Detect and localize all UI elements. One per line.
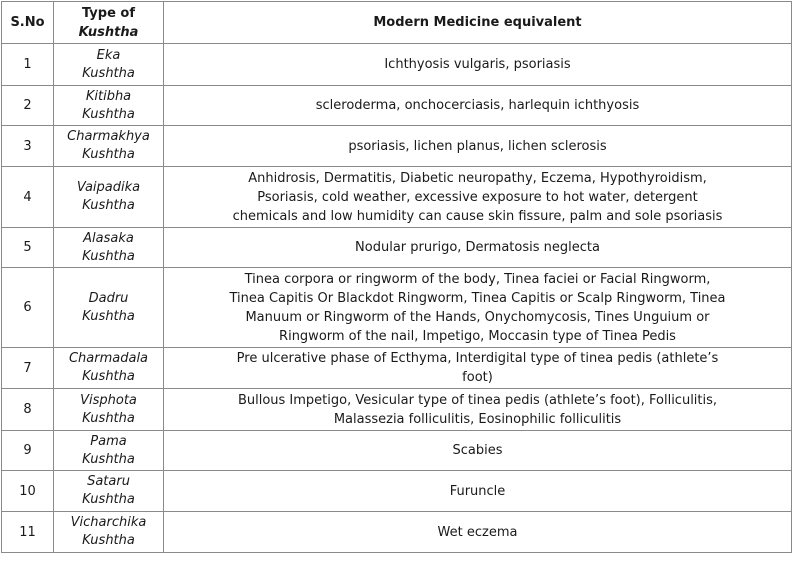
row-type-name: Charmakhya <box>67 129 150 144</box>
table-body <box>2 44 792 553</box>
row-type <box>54 44 164 86</box>
kushtha-table-container <box>1 1 791 553</box>
row-sno: 11 <box>2 512 54 553</box>
row-sno: 1 <box>2 44 54 86</box>
row-equivalent-line: Ringworm of the nail, Impetigo, Moccasin type of Tinea Pedis <box>279 328 676 344</box>
row-type-name: Sataru <box>87 474 130 489</box>
row-equivalent <box>164 228 792 268</box>
row-type <box>54 228 164 268</box>
row-type <box>54 471 164 512</box>
row-sno: 2 <box>2 86 54 126</box>
row-type-name: Visphota <box>80 392 137 408</box>
row-equivalent-line: Scabies <box>452 443 503 458</box>
row-type <box>54 268 164 348</box>
row-equivalent-line: Tinea corpora or ringworm of the body, Tinea faciei or Facial Ringworm, <box>244 271 711 287</box>
row-equivalent <box>164 512 792 553</box>
row-sno: 5 <box>2 228 54 268</box>
row-equivalent <box>164 348 792 389</box>
row-type-suffix: Kushtha <box>82 492 135 507</box>
row-equivalent <box>164 167 792 228</box>
row-type <box>54 126 164 167</box>
row-equivalent-line: foot) <box>462 370 493 385</box>
row-equivalent-line: Ichthyosis vulgaris, psoriasis <box>384 57 571 72</box>
row-type-suffix: Kushtha <box>82 451 135 467</box>
row-type-suffix: Kushtha <box>82 308 135 324</box>
row-type-name: Vaipadika <box>76 180 141 195</box>
row-type-name: Vicharchika <box>70 515 147 530</box>
row-type <box>54 86 164 126</box>
kushtha-table <box>1 1 792 553</box>
row-equivalent <box>164 126 792 167</box>
table-row <box>2 512 792 553</box>
row-equivalent <box>164 471 792 512</box>
row-equivalent-line: Furuncle <box>449 483 506 499</box>
row-type <box>54 348 164 389</box>
row-equivalent-line: Tinea Capitis Or Blackdot Ringworm, Tinea Capitis or Scalp Ringworm, Tinea <box>229 290 726 306</box>
row-sno: 10 <box>2 471 54 512</box>
row-equivalent <box>164 389 792 431</box>
row-equivalent-line: Pre ulcerative phase of Ecthyma, Interdigital type of tinea pedis (athlete’s <box>236 351 719 366</box>
row-equivalent-line: Bullous Impetigo, Vesicular type of tinea pedis (athlete’s foot), Folliculitis, <box>237 392 718 408</box>
header-equivalent: Modern Medicine equivalent <box>164 2 792 44</box>
row-type-name: Eka <box>96 47 121 63</box>
row-type-suffix: Kushtha <box>82 248 135 264</box>
table-row <box>2 44 792 86</box>
row-equivalent <box>164 268 792 348</box>
row-type <box>54 431 164 471</box>
row-sno: 4 <box>2 167 54 228</box>
row-sno: 3 <box>2 126 54 167</box>
row-equivalent-line: Manuum or Ringworm of the Hands, Onychomycosis, Tines Unguium or <box>245 309 710 325</box>
row-type-name: Pama <box>90 433 127 449</box>
table-row <box>2 348 792 389</box>
row-type-suffix: Kushtha <box>82 533 135 548</box>
header-sno: S.No <box>2 2 54 44</box>
header-type-line1: Type of <box>81 5 136 21</box>
table-row <box>2 471 792 512</box>
row-type-suffix: Kushtha <box>82 65 135 81</box>
row-equivalent-line: scleroderma, onchocerciasis, harlequin ichthyosis <box>315 98 640 113</box>
table-row <box>2 268 792 348</box>
row-type-name: Dadru <box>88 290 129 306</box>
table-row <box>2 431 792 471</box>
table-row <box>2 389 792 431</box>
row-equivalent <box>164 44 792 86</box>
row-type <box>54 389 164 431</box>
row-type-suffix: Kushtha <box>82 369 135 384</box>
row-equivalent-line: chemicals and low humidity can cause skin fissure, palm and sole psoriasis <box>232 208 723 224</box>
row-type <box>54 167 164 228</box>
row-type-suffix: Kushtha <box>82 147 135 162</box>
row-sno: 8 <box>2 389 54 431</box>
row-sno: 7 <box>2 348 54 389</box>
row-sno: 9 <box>2 431 54 471</box>
table-row <box>2 228 792 268</box>
row-equivalent-line: Malassezia folliculitis, Eosinophilic folliculitis <box>333 411 622 427</box>
header-type-line2: Kushtha <box>78 24 139 40</box>
row-equivalent-line: psoriasis, lichen planus, lichen sclerosis <box>348 138 607 154</box>
row-equivalent-line: Wet eczema <box>437 524 518 540</box>
row-type-name: Kitibha <box>85 88 132 104</box>
table-row <box>2 86 792 126</box>
row-equivalent-line: Anhidrosis, Dermatitis, Diabetic neuropathy, Eczema, Hypothyroidism, <box>248 170 707 186</box>
row-type-name: Alasaka <box>83 230 134 246</box>
table-header-row <box>2 2 792 44</box>
row-type-suffix: Kushtha <box>82 106 135 122</box>
row-equivalent <box>164 431 792 471</box>
row-type <box>54 512 164 553</box>
row-type-name: Charmadala <box>68 351 149 366</box>
row-type-suffix: Kushtha <box>82 198 135 213</box>
row-equivalent-line: Nodular prurigo, Dermatosis neglecta <box>355 240 600 255</box>
table-row <box>2 167 792 228</box>
row-equivalent <box>164 86 792 126</box>
table-row <box>2 126 792 167</box>
header-type <box>54 2 164 44</box>
row-equivalent-line: Psoriasis, cold weather, excessive exposure to hot water, detergent <box>257 189 698 205</box>
row-sno: 6 <box>2 268 54 348</box>
row-type-suffix: Kushtha <box>82 410 135 426</box>
